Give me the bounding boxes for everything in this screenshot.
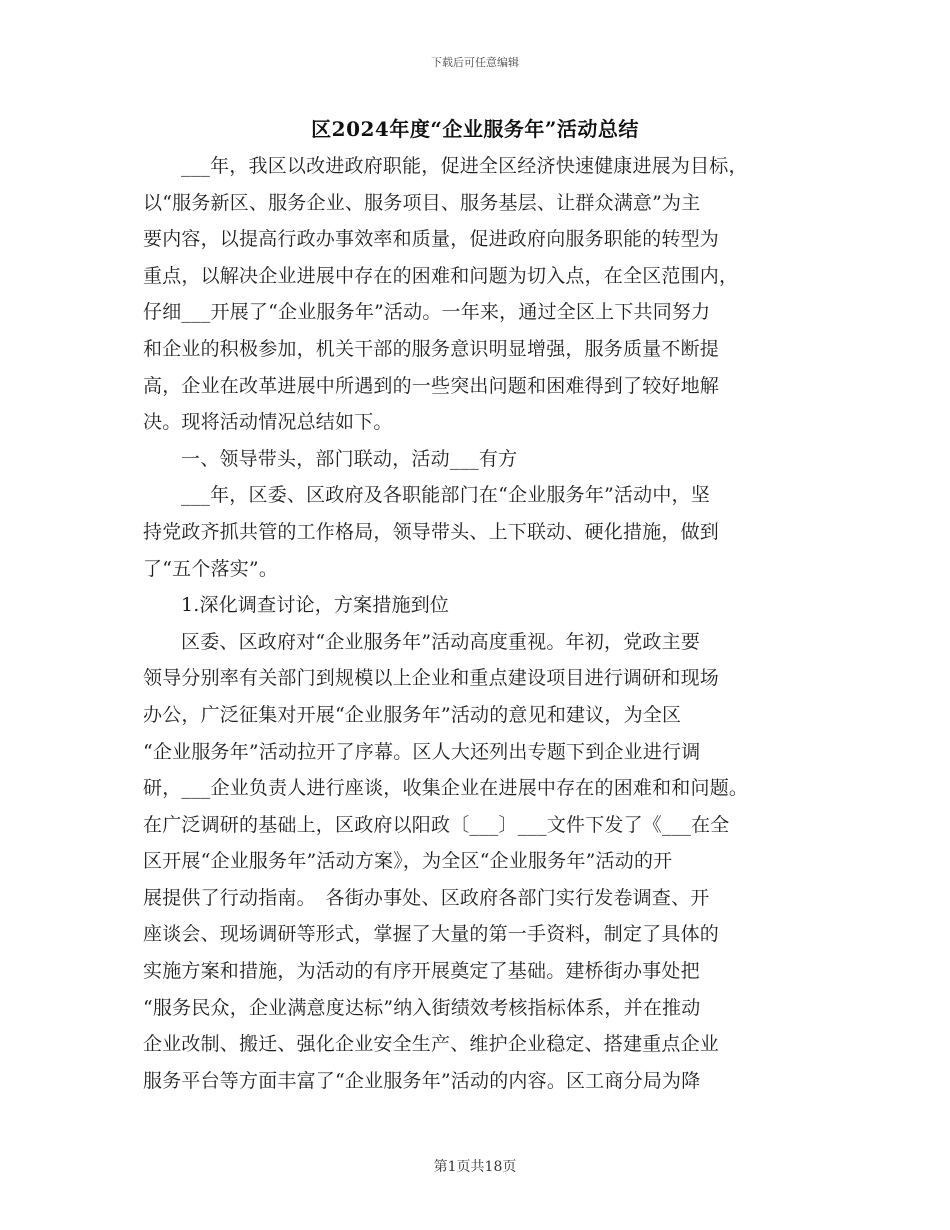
body-line: 座谈会、现场调研等形式，掌握了大量的第一手资料，制定了具体的 bbox=[143, 923, 720, 946]
body-line: 办公，广泛征集对开展“企业服务年”活动的意见和建议，为全区 bbox=[143, 703, 682, 726]
body-line: ___年，区委、区政府及各职能部门在“企业服务年”活动中，坚 bbox=[181, 484, 710, 507]
document-title: 区2024年度“企业服务年”活动总结 bbox=[311, 117, 639, 141]
body-line: “企业服务年”活动拉开了序幕。区人大还列出专题下到企业进行调 bbox=[143, 740, 701, 763]
page-number: 第1页共18页 bbox=[433, 1159, 517, 1175]
body-line: 持党政齐抓共管的工作格局，领导带头、上下联动、硬化措施，做到 bbox=[143, 520, 720, 543]
body-line: 展提供了行动指南。 各街办事处、区政府各部门实行发卷调查、开 bbox=[143, 886, 710, 909]
body-line: 企业改制、搬迁、强化企业安全生产、维护企业稳定、搭建重点企业 bbox=[143, 1033, 720, 1056]
document-body bbox=[143, 148, 823, 1099]
section-heading: 一、领导带头，部门联动，活动___有方 bbox=[181, 447, 518, 470]
body-line: ___年，我区以改进政府职能，促进全区经济快速健康进展为目标， bbox=[181, 155, 748, 177]
body-line: 了“五个落实”。 bbox=[143, 557, 279, 580]
body-line: 实施方案和措施，为活动的有序开展奠定了基础。建桥街办事处把 bbox=[143, 960, 700, 983]
body-line: 仔细___开展了“企业服务年”活动。一年来，通过全区上下共同努力 bbox=[143, 301, 711, 324]
body-line: 服务平台等方面丰富了“企业服务年”活动的内容。区工商分局为降 bbox=[143, 1069, 701, 1092]
body-line: 决。现将活动情况总结如下。 bbox=[143, 411, 393, 434]
body-line: 以“服务新区、服务企业、服务项目、服务基层、让群众满意”为主 bbox=[143, 191, 701, 214]
body-line: 要内容，以提高行政办事效率和质量，促进政府向服务职能的转型为 bbox=[143, 228, 720, 251]
body-line: 在广泛调研的基础上，区政府以阳政〔___〕___文件下发了《___在全 bbox=[143, 813, 730, 836]
body-line: 领导分别率有关部门到规模以上企业和重点建设项目进行调研和现场 bbox=[143, 667, 720, 690]
download-note: 下载后可任意编辑 bbox=[431, 56, 519, 69]
body-line: 和企业的积极参加，机关干部的服务意识明显增强，服务质量不断提 bbox=[143, 337, 720, 360]
body-line: 区委、区政府对“企业服务年”活动高度重视。年初，党政主要 bbox=[181, 630, 701, 653]
body-line: 研，___企业负责人进行座谈，收集企业在进展中存在的困难和和问题。 bbox=[143, 777, 749, 800]
body-line: 区开展“企业服务年”活动方案》，为全区“企业服务年”活动的开 bbox=[143, 850, 673, 873]
body-line: 高，企业在改革进展中所遇到的一些突出问题和困难得到了较好地解 bbox=[143, 374, 720, 397]
body-line: “服务民众，企业满意度达标”纳入街绩效考核指标体系，并在推动 bbox=[143, 996, 701, 1019]
subsection-heading: 1.深化调查讨论，方案措施到位 bbox=[181, 594, 450, 617]
body-line: 重点，以解决企业进展中存在的困难和问题为切入点，在全区范围内， bbox=[143, 264, 739, 287]
